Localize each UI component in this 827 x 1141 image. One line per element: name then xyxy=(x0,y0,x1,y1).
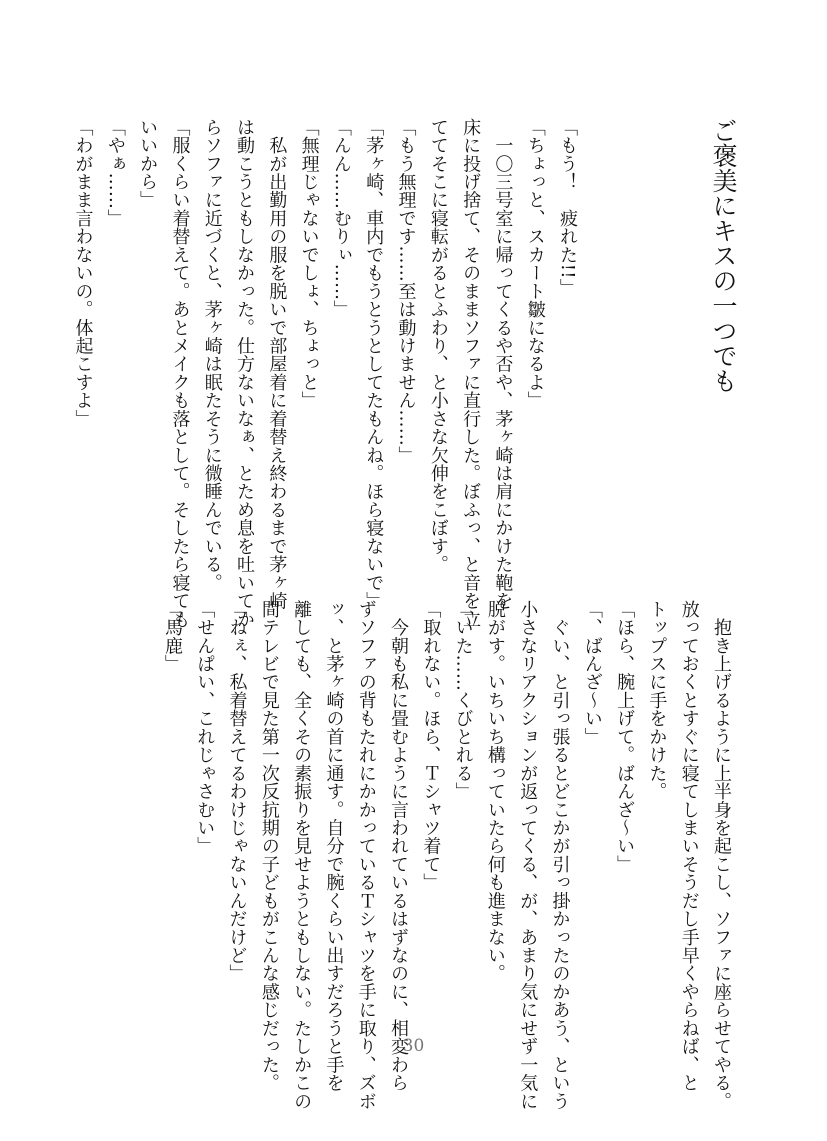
text-line: 放っておくとすぐに寝てしまいそうだし手早くやらねば、と xyxy=(678,600,700,1092)
text-line: ぐい、と引っ張るとどこかが引っ掛かったのかあう、という xyxy=(549,600,571,1111)
text-line: いいから」 xyxy=(137,118,159,210)
page-number: 30 xyxy=(402,1036,425,1056)
text-line: 「取れない。ほら、Ｔシャツ着て」 xyxy=(420,600,442,892)
upper-text-block xyxy=(72,118,583,629)
text-line: 「んん……むりぃ……」 xyxy=(330,118,352,319)
text-line: 小さなリアクションが返ってくる、が、あまり気にせず一気に xyxy=(517,600,539,1111)
text-line: 「ちょっと、スカート皺になるよ」 xyxy=(524,118,546,410)
text-line: ててそこに寝転がるとふわり、と小さな欠伸をこぼす。 xyxy=(427,118,449,574)
text-line: 今朝も私に畳むように言われているはずなのに、相変わら xyxy=(388,600,410,1092)
text-line: は動こうともしなかった。仕方ないなぁ、とため息を吐いてか xyxy=(234,118,256,629)
text-line: 「わがまま言わないの。体起こすよ」 xyxy=(72,118,94,428)
text-line: 脱がす。いちいち構っていたら何も進まない。 xyxy=(484,600,506,983)
text-line: ずソファの背もたれにかかっているＴシャツを手に取り、ズボ xyxy=(355,600,377,1111)
text-line: 「ねぇ、私着替えてるわけじゃないんだけど」 xyxy=(226,600,248,983)
text-line: 「やぁ……」 xyxy=(104,118,126,228)
text-line: 一〇三号室に帰ってくるや否や、茅ヶ崎は肩にかけた鞄を xyxy=(492,118,514,610)
text-line: 床に投げ捨て、そのままソファに直行した。ぼふっ、と音を立 xyxy=(460,118,482,629)
text-line: 「無理じゃないでしょ、ちょっと」 xyxy=(298,118,320,410)
text-line: 「もう！ 疲れた!!」 xyxy=(557,118,578,297)
text-line: 「服くらい着替えて。あとメイクも落として。そしたら寝ても xyxy=(169,118,191,629)
text-line: 「いた……くびとれる」 xyxy=(452,600,474,801)
text-line: 離しても、全くその素振りを見せようともしない。たしかこの xyxy=(291,600,313,1111)
text-line: トップスに手をかけた。 xyxy=(646,600,668,801)
text-line: ッ、と茅ヶ崎の首に通す。自分で腕くらい出すだろうと手を xyxy=(323,600,345,1092)
text-line: 「せんぱい、これじゃさむい」 xyxy=(194,600,216,856)
text-line: 「茅ヶ崎、車内でもうとうとしてたもんね。ほら寝ないで」 xyxy=(363,118,385,610)
text-line: 間テレビで見た第一次反抗期の子どもがこんな感じだった。 xyxy=(258,600,280,1092)
chapter-title: ご褒美にキスの一つでも xyxy=(709,118,738,393)
text-line: 「もう無理です……至は動けません……」 xyxy=(395,118,417,465)
text-line: 「、ばんざ〜い」 xyxy=(581,600,603,746)
text-line: 「馬鹿」 xyxy=(161,600,183,673)
text-line: らソファに近づくと、茅ヶ崎は眠たそうに微睡んでいる。 xyxy=(201,118,223,592)
text-line: 「ほら、腕上げて。ばんざ〜い」 xyxy=(614,600,636,874)
text-line: 私が出勤用の服を脱いで部屋着に着替え終わるまで茅ヶ崎 xyxy=(266,118,288,610)
text-line: 抱き上げるように上半身を起こし、ソファに座らせてやる。 xyxy=(711,600,732,1111)
